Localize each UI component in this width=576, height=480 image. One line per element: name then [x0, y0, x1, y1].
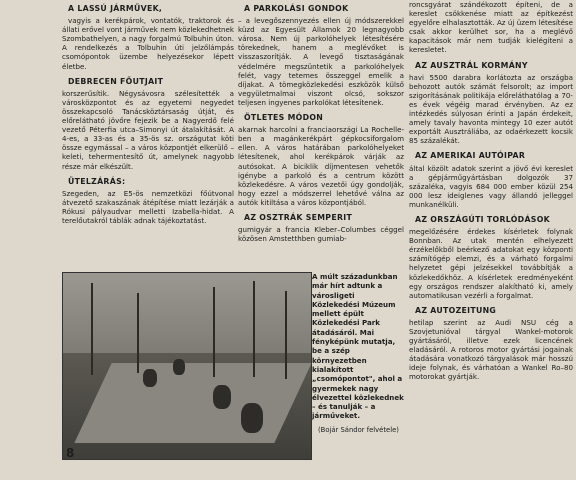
paragraph-debrecen: korszerűsítik. Négysávosra szélesítették a városközpontot és az egyetemi negyedet összekapcsoló Tanácsköztársaság útját, és előrelátható jövőre fejezik be a Nagyerdő felé vezető Péterfia utca–Simonyi út átalakítását. A 4-es, a 33-as és a 35-ös sz. országutat köti össze egymással – a város központjét elkerülő – keleti, tehermentesítő út, amelynek nagyobb része már elkészült.: [62, 88, 234, 171]
heading-debrecen: DEBRECEN FŐUTJAIT: [68, 76, 164, 86]
paragraph-continued: roncsgyárat szándékozott építeni, de a kereslet csökkenése miatt az építkezést egyelőre elhalasztották. Az új üzem létesítése csak akkor kerülhet sor, ha a meglévő kapacitások már nem tudják kielégíteni a keresletet.: [409, 0, 573, 55]
traffic-park-photo: [62, 272, 312, 460]
column-left: [62, 0, 234, 231]
heading-australian-government: AZ AUSZTRÁL KORMÁNY: [415, 60, 528, 70]
paragraph-road-closure: Szegeden, az E5-ös nemzetközi főútvonal átvezető szakaszának átépítése miatt lezárják a Rókusi pályaudvar melletti Izabella-hidat. A terelőutakról táblák adnak tájékoztatást.: [62, 188, 234, 225]
column-right: [409, 0, 573, 388]
heading-slow-vehicles: A LASSÚ JÁRMŰVEK,: [68, 4, 163, 13]
photo-credit: (Bojár Sándor felvétele): [318, 426, 399, 434]
heading-parking: A PARKOLÁSI GONDOK: [244, 4, 349, 13]
page-number: 8: [66, 446, 75, 460]
photo-caption: A múlt századunkban már hírt adtunk a városligeti Közlekedési Múzeum mellett épült Közlekedési Park átadásáról. Mai fényképünk mutatja, be a szép környezetben kialakított „csomópontot", ahol a gyermekek nagy élvezettel közlekednek – és tanulják – a járműveket.: [312, 272, 404, 421]
column-middle: [238, 0, 404, 249]
heading-semperit: AZ OSZTRÁK SEMPERIT: [244, 212, 353, 222]
paragraph-australian-government: havi 5500 darabra korlátozta az országba behozott autók számát felsorolt; az import szigorításának politikája előreláthatólag a 70-es évek végéig marad érvényben. Az ez intézkedés súlyosan érinti a Japán érdekeit, amely tavaly havonta mintegy 10 ezer autót exportált Ausztráliába, az odaérkezett kocsik 85 százalékát.: [409, 72, 573, 146]
paragraph-road-congestion: megelőzésére érdekes kísérletek folynak Bonnban. Az utak mentén elhelyezett érzékelőkből beérkező adatokat egy központi számítógép elemzi, és a várható forgalmi helyzetet gépi jelzésekkel továbbítják a közlekedőkhöz. A kísérletek eredményeként egy országos rendszer alakítható ki, amely automatikusan vezérli a forgalmat.: [409, 227, 573, 300]
heading-road-congestion: AZ ORSZÁGÚTI TORLÓDÁSOK: [415, 214, 550, 224]
paragraph-semperit: gumigyár a francia Kleber–Columbes céggel közösen Amstetthben gumiab-: [238, 225, 404, 244]
heading-road-closure: ÜTELZÁRÁS:: [68, 176, 126, 186]
paragraph-american-auto-industry: által közölt adatok szerint a jövő évi kereslet a gépjárműgyártásban dolgozók 37 százaléka, vagyis 684 000 ember közül 254 000 lesz ideiglenes vagy állandó jelleggel munkanélküli.: [409, 163, 573, 209]
paragraph-parking: – a levegőszennyezés ellen új módszerekkel küzd az Egyesült Államok 20 legnagyobb városa. Nem új parkolóhelyek létesítésére törekednek, hanem a meglévőket is visszaszorítják. A levegő tisztaságának védelmére megszüntetik a parkolóhelyek felét, vagy tetemes összeggel emelik a díjakat. A tömegközlekedési eszközök külső vegyületmalmai viszont olcsó, sokszor teljesen ingyenes parkolókat létesítenek.: [238, 16, 404, 107]
heading-autozeitung: AZ AUTOZEITUNG: [415, 305, 497, 315]
paragraph-clever-way: akarnak harcolni a franciaországi La Rochelle-ben a magánkerékpárt gépkocsiforgalom ellen. A város határában parkolóhelyeket létesítenek, ahol kerékpárok várják az autósokat. A biciklik díjmentesen vehetők igénybe a parkoló és a centrum között közlekedésre. A város vezetői úgy gondolják, hogy ezzel a módszerrel lehetővé válna az autók kitiltása a város központjából.: [238, 125, 404, 207]
paragraph-slow-vehicles: vagyis a kerékpárok, vontatók, traktorok és állati erővel vont járművek nem közlekedhetnek Szombathelyen, a nagy forgalmú Tolbuhin úton. A rendelkezés a Tolbuhin úti jelzőlámpás csomópontok üzembe helyezésekor lépett életbe.: [62, 16, 234, 71]
paragraph-autozeitung: hetilap szerint az Audi NSU cég a Szovjetunióval tárgyal Wankel-motorok gyártásáról, illetve ezek licencének eladásáról. A rotoros motor gyártási jogainak átadására vonatkozó tárgyalások már hosszú ideje folynak, és várhatóan a Wankel Ro–80 motorokat gyártják.: [409, 317, 573, 382]
heading-clever-way: ÖTLETES MÓDON: [244, 113, 324, 123]
heading-american-auto-industry: AZ AMERIKAI AUTÓIPAR: [415, 151, 526, 161]
